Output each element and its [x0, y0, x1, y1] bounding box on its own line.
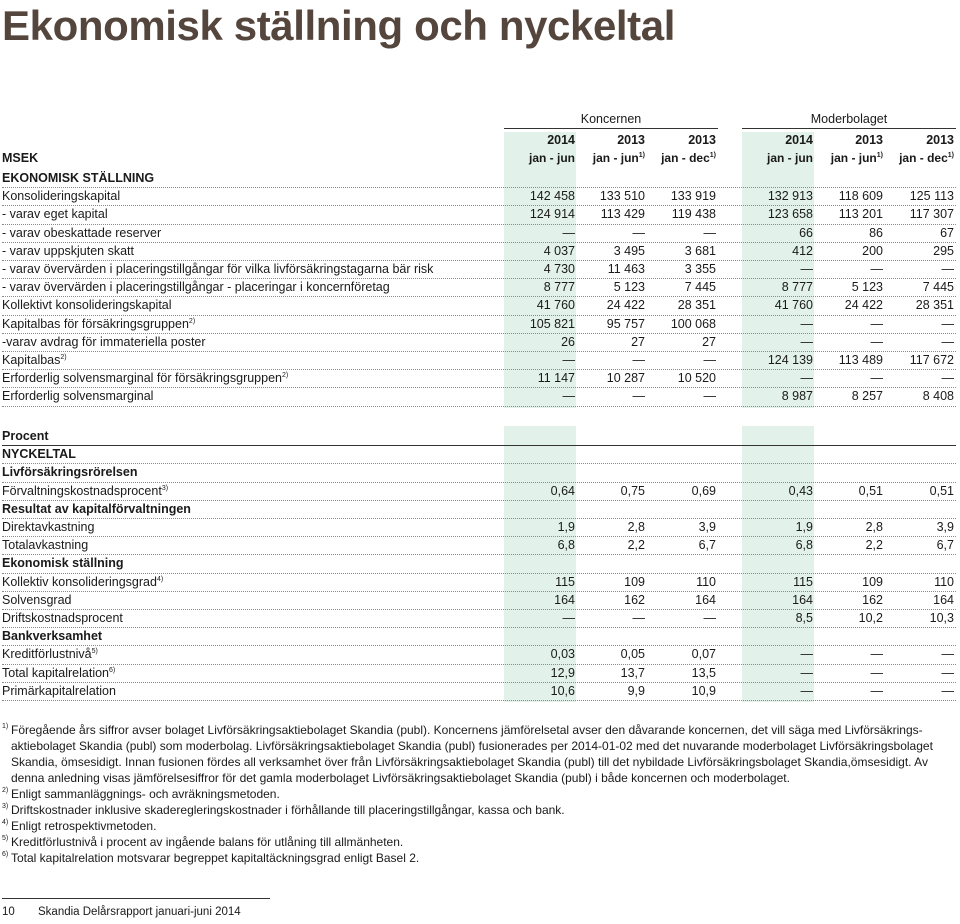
footnote [2, 818, 957, 834]
footnote-marker: 5) [2, 835, 9, 842]
table-cell: — [632, 611, 645, 625]
table-cell: 110 [934, 574, 954, 589]
table-cell: 27 [631, 334, 645, 349]
column-period [503, 151, 575, 165]
table-cell: 124 139 [767, 353, 813, 367]
table-cell: 5 123 [613, 280, 645, 295]
table-cell: 0,51 [929, 483, 954, 498]
footnote [2, 802, 957, 818]
table-cell: — [800, 334, 813, 349]
table-cell: 110 [696, 574, 716, 589]
table-cell: — [800, 316, 813, 331]
table-row [2, 592, 956, 610]
table-cell: 164 [792, 592, 813, 607]
footnote [2, 786, 957, 802]
table-row [2, 519, 956, 537]
row-label-text: Direktavkastning [2, 520, 95, 534]
table-cell: 3,9 [698, 520, 716, 534]
row-label-text: - varav eget kapital [2, 207, 108, 222]
footnote [2, 722, 957, 786]
footnote [2, 834, 957, 850]
table-cell: 142 458 [529, 189, 575, 204]
footnote-marker: 2) [2, 787, 9, 794]
table-cell: 0,07 [691, 647, 716, 662]
table-cell: — [941, 683, 954, 698]
footnote-ref: 2) [188, 317, 196, 325]
row-label [2, 206, 108, 223]
table-row [2, 574, 956, 592]
footnote-text: Total kapitalrelation motsvarar begreppet kapitaltäckningsgrad enligt Basel 2. [11, 851, 420, 865]
table-cell: 295 [933, 243, 954, 258]
table-row [2, 352, 956, 370]
table-cell: — [941, 334, 954, 349]
table-cell: 124 914 [529, 207, 575, 222]
table-cell: — [941, 665, 954, 680]
table-cell: 7 445 [684, 280, 716, 295]
table-cell: — [800, 371, 813, 386]
group-header-koncernen: Koncernen [504, 112, 718, 129]
table-cell: 3 495 [613, 243, 645, 258]
row-label [2, 610, 123, 627]
table-row [2, 555, 956, 573]
table-cell: 10 520 [677, 371, 716, 386]
row-label-text: Kapitalbas [2, 353, 61, 367]
table-cell: 12,9 [550, 665, 575, 680]
table-cell: 4 037 [543, 243, 575, 258]
table-cell: 117 307 [909, 207, 954, 222]
table-cell: — [800, 262, 813, 276]
column-period [573, 151, 645, 165]
table-cell: 162 [624, 592, 645, 607]
table-cell: 10,2 [858, 611, 883, 625]
row-label [2, 483, 168, 500]
column-period-text: jan - dec [661, 151, 710, 165]
table-cell: 0,51 [858, 483, 883, 498]
table-row [2, 225, 956, 243]
table-cell: 123 658 [767, 207, 813, 222]
row-label-text: - varav övervärden i placeringstillgångar för vilka livförsäkringstagarna bär risk [2, 262, 434, 276]
row-label [2, 388, 153, 405]
table-cell: — [703, 225, 716, 240]
row-label-text: Solvensgrad [2, 592, 72, 607]
table-cell: 3,9 [936, 520, 954, 534]
table-cell: 6,7 [936, 538, 954, 553]
table-cell: 0,43 [788, 483, 813, 498]
table-cell: 86 [869, 225, 883, 240]
column-period-text: jan - dec [899, 151, 948, 165]
table-cell: 41 760 [536, 298, 575, 313]
table-cell: — [800, 665, 813, 680]
table-row [2, 316, 956, 334]
table-cell: 3 355 [684, 262, 716, 276]
table-cell: — [562, 353, 575, 367]
table-cell: 66 [799, 225, 813, 240]
row-label [2, 370, 288, 387]
footnote-ref: 4) [156, 575, 164, 583]
table-cell: — [562, 389, 575, 404]
table-cell: 8 408 [922, 389, 954, 404]
column-period-text: jan - jun [830, 151, 877, 165]
column-year: 2013 [688, 133, 716, 147]
footer-divider [2, 898, 270, 899]
table-cell: 11 463 [607, 262, 645, 276]
table-cell: — [800, 683, 813, 698]
row-label-text: EKONOMISK STÄLLNING [2, 171, 155, 185]
table-cell: 118 609 [838, 189, 883, 204]
table-cell: 27 [702, 334, 716, 349]
table-row [2, 243, 956, 261]
footnote-text: Kreditförlustnivå i procent av ingående balans för utlåning till allmänheten. [11, 835, 404, 849]
footnote-text: Driftskostnader inklusive skaderegleringskostnader i förhållande till placeringstillgångar, kassa och bank. [11, 803, 565, 817]
table-cell: — [870, 262, 883, 276]
column-year: 2014 [547, 133, 575, 147]
table-cell: 5 123 [851, 280, 883, 295]
table-cell: 8 777 [543, 280, 575, 295]
row-label-text: Total kapitalrelation [2, 665, 110, 680]
table-row [2, 683, 956, 701]
row-label-text: - varav övervärden i placeringstillgångar - placeringar i koncernföretag [2, 280, 390, 295]
column-period-text: jan - jun [529, 151, 575, 165]
table-row [2, 428, 956, 446]
footnote-text: Enligt sammanläggnings- och avräkningsmetoden. [11, 787, 280, 801]
footnote-ref: 1) [947, 152, 954, 159]
column-period [811, 151, 883, 165]
row-label [2, 574, 163, 591]
table-cell: 125 113 [909, 189, 954, 204]
table-cell: 26 [561, 334, 575, 349]
footer-text: Skandia Delårsrapport januari-juni 2014 [38, 906, 241, 918]
table-cell: — [941, 371, 954, 386]
page-number: 10 [2, 906, 15, 918]
table-cell: 164 [554, 592, 575, 607]
table-row [2, 501, 956, 519]
table-cell: 13,5 [691, 665, 716, 680]
table-cell: 0,69 [691, 483, 716, 498]
table-cell: 6,7 [698, 538, 716, 553]
table-cell: 164 [695, 592, 716, 607]
table-cell: 119 438 [671, 207, 716, 222]
table-cell: — [562, 225, 575, 240]
row-label-text: Förvaltningskostnadsprocent [2, 483, 162, 498]
footnote-ref: 5) [91, 648, 98, 656]
row-label-text: Erforderlig solvensmarginal för försäkringsgruppen [2, 371, 282, 386]
table-cell: — [562, 611, 575, 625]
table-cell: 0,03 [550, 647, 575, 662]
table-cell: — [870, 665, 883, 680]
row-label-text: Resultat av kapitalförvaltningen [2, 501, 191, 516]
table-cell: — [632, 353, 645, 367]
column-year: 2014 [785, 133, 813, 147]
table-cell: 24 422 [606, 298, 645, 313]
footnote [2, 850, 957, 866]
table-cell: 10,9 [691, 683, 716, 698]
table-cell: 113 489 [838, 353, 883, 367]
column-period [882, 151, 954, 165]
table-cell: — [632, 225, 645, 240]
table-cell: 24 422 [844, 298, 883, 313]
table-cell: 200 [862, 243, 883, 258]
row-label-text: Kollektiv konsolideringsgrad [2, 574, 157, 589]
table-cell: — [703, 389, 716, 404]
table-row [2, 628, 956, 646]
table-cell: 164 [933, 592, 954, 607]
row-label [2, 188, 120, 205]
row-label-text: -varav avdrag för immateriella poster [2, 334, 206, 349]
row-label-text: Kollektivt konsolideringskapital [2, 298, 172, 313]
table-row [2, 446, 956, 464]
table-cell: 10 287 [606, 371, 645, 386]
table-row [2, 464, 956, 482]
table-row [2, 537, 956, 555]
row-label [2, 446, 76, 463]
table-row [2, 483, 956, 501]
table-cell: 100 068 [670, 316, 716, 331]
row-label-text: Driftskostnadsprocent [2, 611, 123, 625]
footnote-marker: 3) [2, 803, 9, 810]
column-year: 2013 [855, 133, 883, 147]
table-cell: — [941, 647, 954, 662]
footnote-marker: 1) [2, 723, 9, 730]
row-label-text: - varav obeskattade reserver [2, 225, 162, 240]
table-cell: 6,8 [795, 538, 813, 553]
table-row [2, 188, 956, 206]
table-cell: 7 445 [922, 280, 954, 295]
table-row [2, 279, 956, 297]
table-cell: 9,9 [627, 683, 645, 698]
table-cell: 6,8 [557, 538, 575, 553]
table-row [2, 297, 956, 315]
table-cell: 412 [792, 243, 813, 258]
table-cell: 113 429 [600, 207, 645, 222]
row-label [2, 665, 115, 682]
row-label-text: Totalavkastning [2, 538, 89, 553]
table-row [2, 206, 956, 224]
footnote-ref: 3) [161, 484, 169, 492]
table-cell: 109 [862, 574, 883, 589]
table-row [2, 665, 956, 683]
table-cell: — [941, 262, 954, 276]
footnote-ref: 1) [876, 152, 883, 159]
table-row [2, 334, 956, 352]
table-cell: 2,8 [865, 520, 883, 534]
table-cell: 4 730 [543, 262, 575, 276]
footnote-ref: 1) [638, 152, 645, 159]
table-cell: — [800, 647, 813, 662]
row-label [2, 170, 154, 187]
table-cell: 3 681 [684, 243, 716, 258]
table-cell: 109 [624, 574, 645, 589]
table-cell: 41 760 [774, 298, 813, 313]
row-label [2, 592, 72, 609]
table-cell: 115 [793, 574, 813, 589]
table-cell: — [870, 334, 883, 349]
table-cell: 8 777 [781, 280, 813, 295]
footnote-marker: 4) [2, 819, 9, 826]
table-cell: 28 351 [915, 298, 954, 313]
row-label [2, 297, 172, 314]
table-cell: 8,5 [795, 611, 813, 625]
table-cell: 10,6 [550, 683, 575, 698]
row-label-text: Ekonomisk ställning [2, 556, 124, 571]
column-year: 2013 [617, 133, 645, 147]
table-cell: 2,8 [627, 520, 645, 534]
footnote-text: Enligt retrospektivmetoden. [11, 819, 157, 833]
table-cell: 11 147 [537, 371, 575, 386]
footnote-text: Föregående års siffror avser bolaget Livförsäkringsaktiebolaget Skandia (publ). Koncernens jämförelsetal avser den dåvarande koncernen, det vill säga med Livförsäkrings-aktiebolaget Skandia (publ) som moderbolag. Livförsäkringsaktiebolaget Skandia (publ) fusionerades per 2014-01-02 med det nuvarande moderbolaget Livförsäkringsbolaget Skandia, ömsesidigt. Innan fusionen fördes all verksamhet över från Livförsäkringsaktiebolaget Skandia (publ) till det nybildade Livförsäkringsbolaget Skandia,ömsesidigt. Av denna anledning visas jämförelsesiffror för det gamla moderbolaget Livförsäkringsaktiebolaget Skandia (publ) i både koncernen och moderbolaget. [11, 723, 933, 785]
table-row [2, 388, 956, 406]
table-row [2, 170, 956, 188]
column-period-text: jan - jun [767, 151, 813, 165]
table-cell: — [870, 371, 883, 386]
footnote-marker: 6) [2, 851, 9, 858]
table-cell: 28 351 [677, 298, 716, 313]
row-label [2, 683, 116, 700]
table-cell: 95 757 [606, 316, 645, 331]
table-cell: 1,9 [795, 520, 813, 534]
row-label [2, 261, 433, 278]
column-year: 2013 [926, 133, 954, 147]
table-cell: 8 987 [781, 389, 813, 404]
column-period [644, 151, 716, 165]
table-cell: 2,2 [627, 538, 645, 553]
table-row [2, 646, 956, 664]
row-label [2, 428, 49, 445]
table-cell: 133 919 [670, 189, 716, 204]
table-row [2, 370, 956, 388]
table-cell: 0,05 [620, 647, 645, 662]
row-label [2, 334, 206, 351]
column-period-text: jan - jun [592, 151, 639, 165]
table-cell: — [703, 353, 716, 367]
table-cell: 67 [940, 225, 954, 240]
footnotes [2, 722, 957, 866]
footnote-ref: 2) [60, 353, 67, 361]
row-label-text: Bankverksamhet [2, 629, 103, 644]
table-row [2, 610, 956, 628]
column-period [741, 151, 813, 165]
table-cell: 2,2 [865, 538, 883, 553]
row-label [2, 464, 137, 481]
row-label [2, 555, 124, 572]
table-cell: 10,3 [929, 611, 954, 625]
row-label-text: Livförsäkringsrörelsen [2, 465, 138, 480]
row-label [2, 243, 134, 260]
table-cell: 105 821 [529, 316, 575, 331]
footnote-ref: 2) [282, 372, 289, 380]
table-cell: 132 913 [767, 189, 813, 204]
table-cell: 117 672 [909, 353, 954, 367]
unit-label: MSEK [2, 151, 39, 165]
row-label-text: Erforderlig solvensmarginal [2, 389, 154, 404]
row-label [2, 628, 102, 645]
table-cell: 8 257 [851, 389, 883, 404]
row-label [2, 352, 67, 369]
table-row [2, 261, 956, 279]
footnote-ref: 6) [109, 666, 116, 674]
row-label-text: Primärkapitalrelation [2, 683, 116, 698]
row-label-text: Procent [2, 429, 49, 443]
table-cell: — [870, 647, 883, 662]
table-cell: 162 [862, 592, 883, 607]
table-cell: 1,9 [557, 520, 575, 534]
group-header-moderbolaget: Moderbolaget [742, 112, 956, 129]
row-label [2, 519, 94, 536]
table-cell: — [870, 316, 883, 331]
table-cell: — [941, 316, 954, 331]
row-label-text: Konsolideringskapital [2, 189, 121, 204]
table-cell: 115 [555, 574, 575, 589]
row-label [2, 279, 390, 296]
row-label [2, 646, 98, 663]
table-cell: 13,7 [620, 665, 645, 680]
row-label [2, 316, 195, 333]
row-label [2, 225, 161, 242]
table-cell: 0,75 [620, 483, 645, 498]
row-label [2, 537, 88, 554]
row-label [2, 501, 191, 518]
table-cell: 0,64 [550, 483, 575, 498]
table-cell: — [870, 683, 883, 698]
table-cell: 133 510 [599, 189, 645, 204]
page-title: Ekonomisk ställning och nyckeltal [2, 2, 675, 49]
table-cell: 113 201 [838, 207, 883, 222]
row-label-text: - varav uppskjuten skatt [2, 243, 135, 258]
table-cell: — [632, 389, 645, 404]
row-label-text: Kapitalbas för försäkringsgruppen [2, 316, 189, 331]
row-label-text: Kreditförlustnivå [2, 647, 92, 662]
table-cell: — [703, 611, 716, 625]
row-label-text: NYCKELTAL [2, 447, 76, 462]
footnote-ref: 1) [709, 152, 716, 159]
